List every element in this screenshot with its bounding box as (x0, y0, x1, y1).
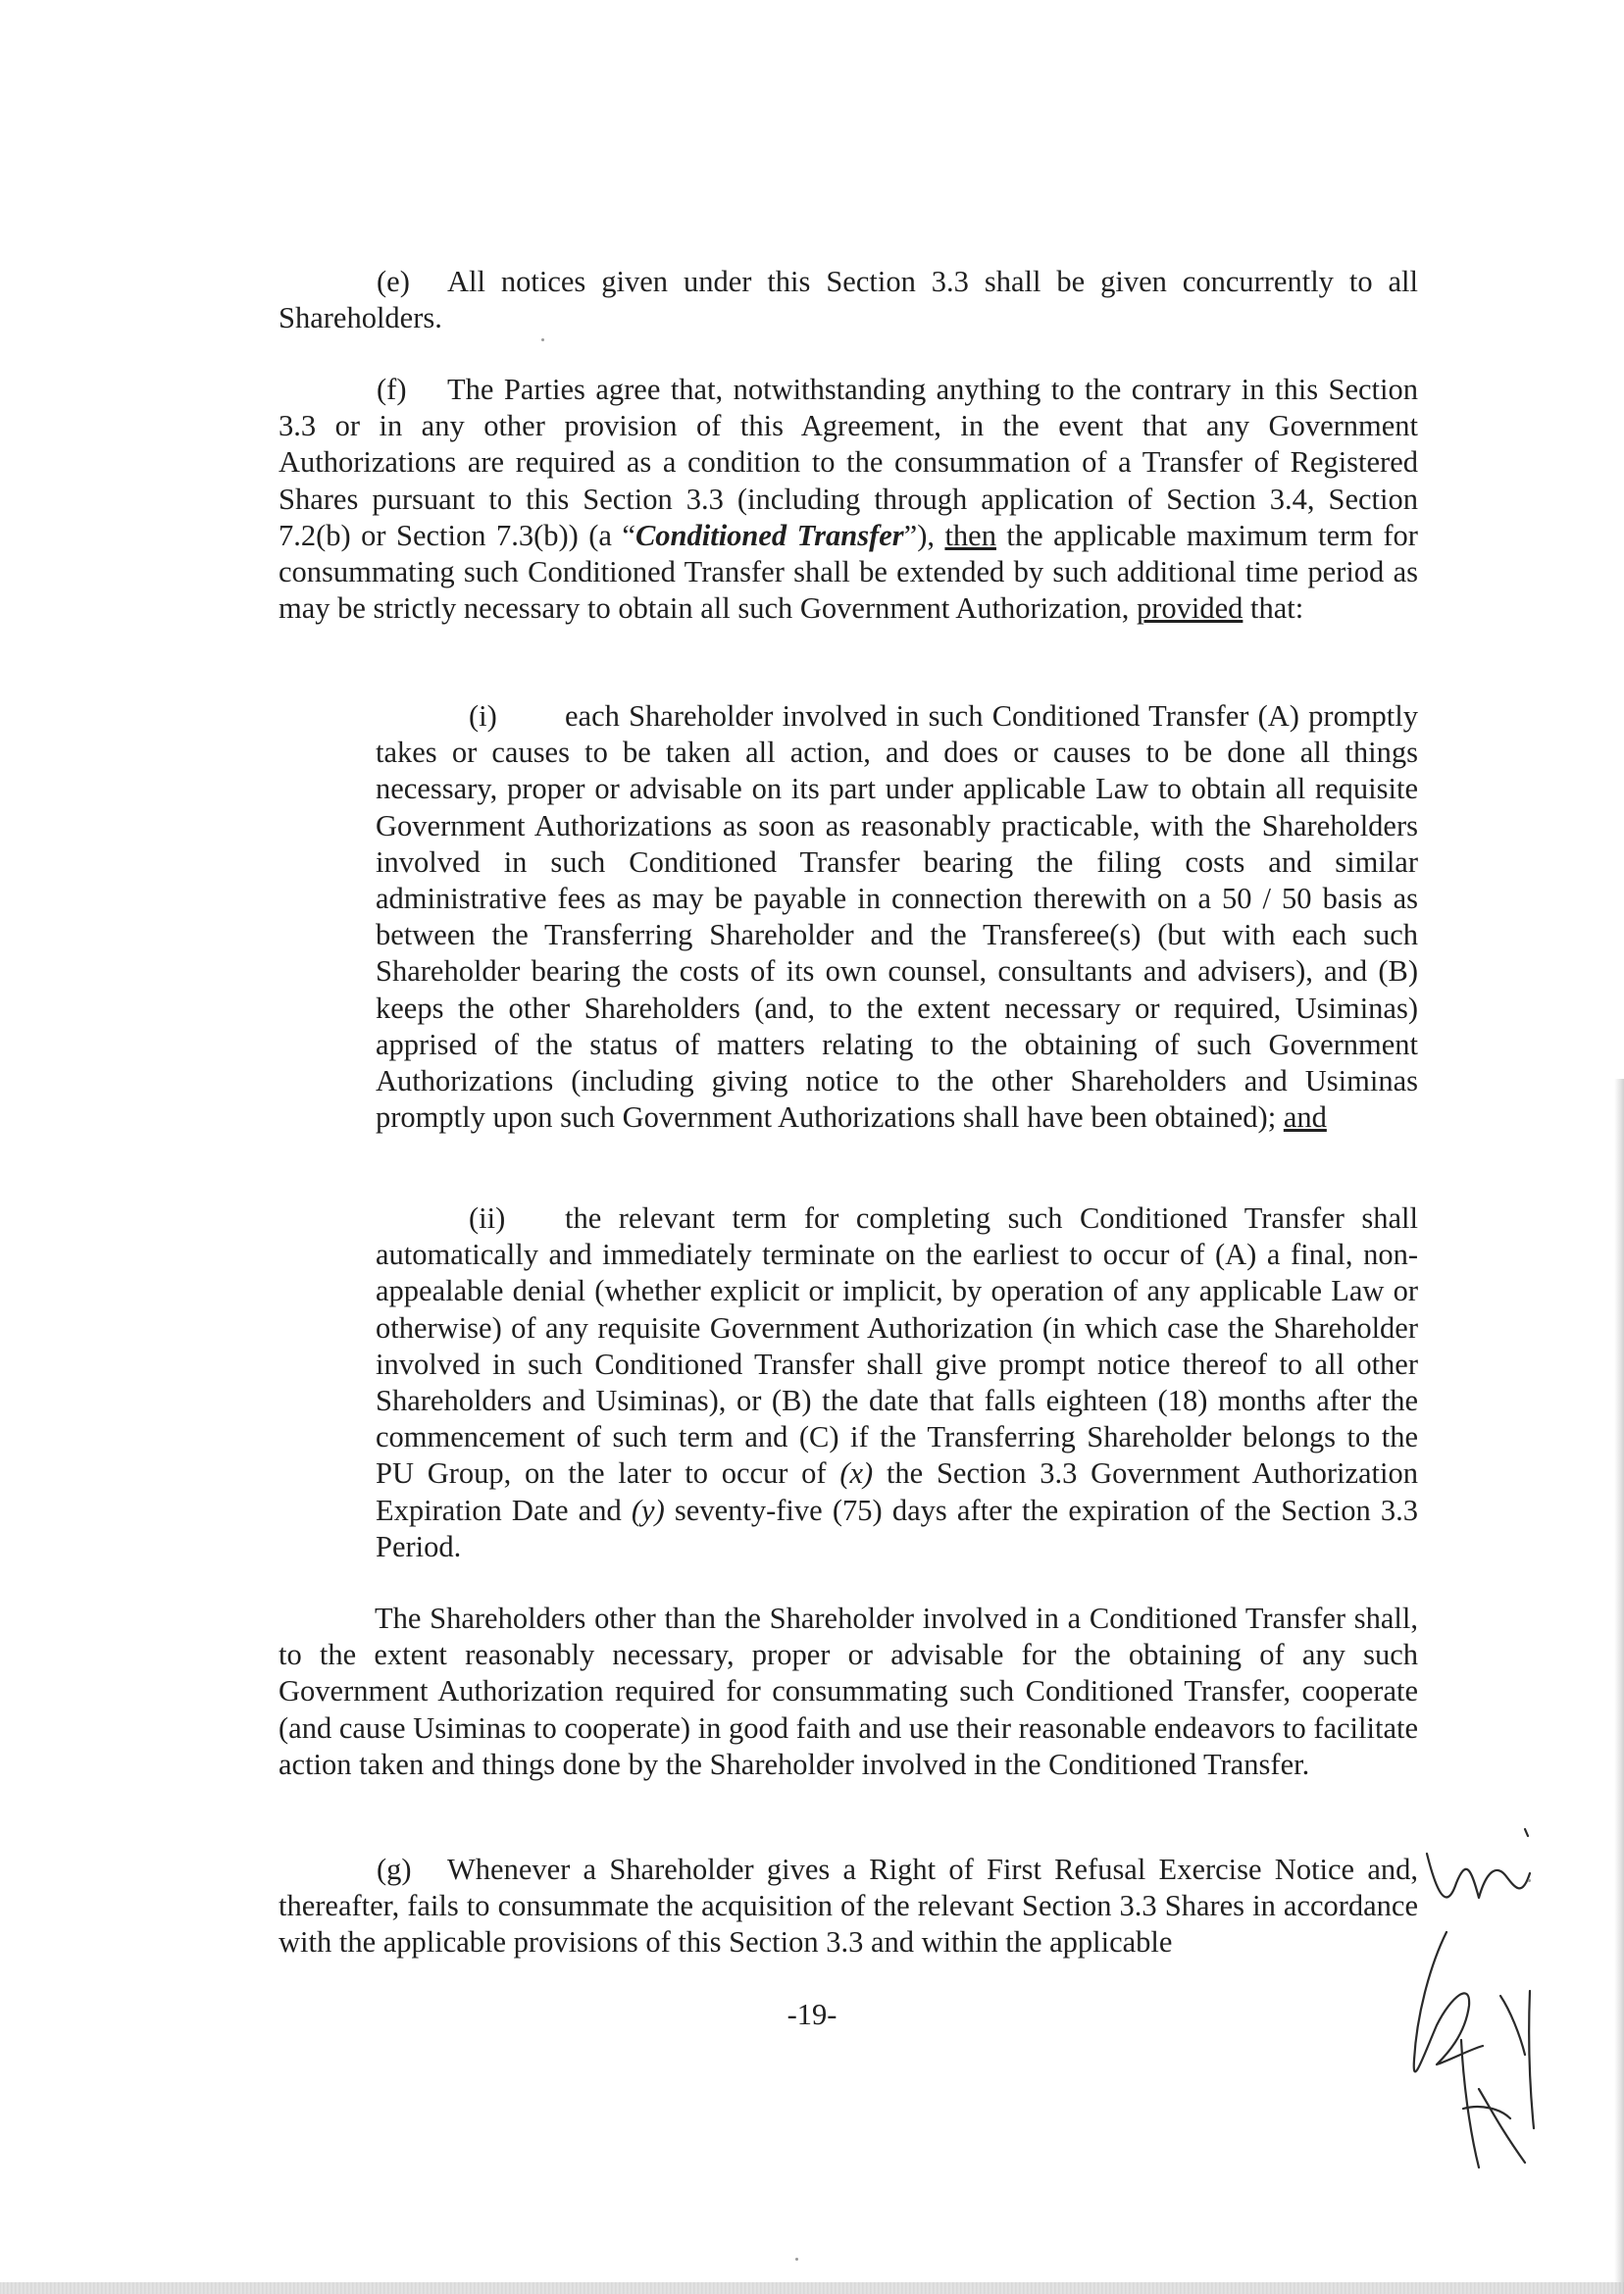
paragraph-f-text-4: that: (1243, 591, 1304, 626)
scan-speck (541, 338, 544, 341)
scan-speck (1528, 1879, 1531, 1882)
page-number: -19- (787, 1998, 837, 2031)
scan-edge-bottom (0, 2282, 1624, 2294)
paragraph-g-label: (g) (377, 1853, 412, 1886)
paragraph-f (279, 372, 1418, 627)
paragraph-g (279, 1852, 1418, 1962)
paragraph-f-text-1: The Parties agree that, notwithstanding anything to the contrary in this Section 3.3 or in any other provision of this Agreement, in the event that any Government Authorizations are required as a condition to the consummation of a Transfer of Registered Shares pursuant to this Section 3.3 (including through application of Section 3.4, Section 7.2(b) or Section 7.3(b)) (a “ (279, 373, 1418, 552)
paragraph-f-label: (f) (377, 373, 407, 406)
then-word: then (944, 518, 996, 552)
x-marker: (x) (839, 1456, 874, 1491)
defined-term-conditioned-transfer: Conditioned Transfer (634, 518, 904, 552)
paragraph-g-text: Whenever a Shareholder gives a Right of First Refusal Exercise Notice and, thereafter, fails to consummate the acquisition of the relevant Section 3.3 Shares in accordance with the applicable provisions of this Section 3.3 and within the applicable (279, 1853, 1418, 1960)
subparagraph-ii (376, 1200, 1418, 1565)
scan-edge-right (1614, 1079, 1624, 2294)
paragraph-cooperation-text: The Shareholders other than the Shareholder involved in a Conditioned Transfer shall, to the extent reasonably necessary, proper or advisable for the obtaining of any such Government Authorization required for consummating such Conditioned Transfer, cooperate (and cause Usiminas to cooperate) in good faith and use their reasonable endeavors to facilitate action taken and things done by the Shareholder involved in the Conditioned Transfer. (279, 1602, 1418, 1781)
paragraph-e (279, 264, 1418, 336)
paragraph-cooperation (279, 1601, 1418, 1783)
subparagraph-ii-text-3: seventy-five (75) days after the expiration of the Section 3.3 Period. (376, 1493, 1418, 1563)
subparagraph-ii-text-2: the Section 3.3 Government Authorization Expiration Date and (376, 1456, 1418, 1527)
paragraph-e-text: All notices given under this Section 3.3 shall be given concurrently to all Shareholders. (279, 265, 1418, 335)
subparagraph-i-label: (i) (469, 699, 497, 733)
subparagraph-ii-text-1: the relevant term for completing such Conditioned Transfer shall automatically and immediately terminate on the earliest to occur of (A) a final, non-appealable denial (whether explicit or implicit, by operation of any applicable Law or otherwise) of any requisite Government Authorization (in which case the Shareholder involved in such Conditioned Transfer shall give prompt notice thereof to all other Shareholders and Usiminas), or (B) the date that falls eighteen (18) months after the commencement of such term and (C) if the Transferring Shareholder belongs to the PU Group, on the later to occur of (376, 1201, 1418, 1491)
paragraph-f-text-3: the applicable maximum term for consummating such Conditioned Transfer shall be extended by such additional time period as may be strictly necessary to obtain all such Government Authorization, (279, 518, 1418, 626)
subparagraph-i-text: each Shareholder involved in such Conditioned Transfer (A) promptly takes or causes to be taken all action, and does or causes to be done all things necessary, proper or advisable on its part under applicable Law to obtain all requisite Government Authorizations as soon as reasonably practicable, with the Shareholders involved in such Conditioned Transfer bearing the filing costs and similar administrative fees as may be payable in connection therewith on a 50 / 50 basis as between the Transferring Shareholder and the Transferee(s) (but with each such Shareholder bearing the costs of its own counsel, consultants and advisers), and (B) keeps the other Shareholders (and, to the extent necessary or required, Usiminas) apprised of the status of matters relating to the obtaining of such Government Authorizations (including giving notice to the other Shareholders and Usiminas promptly upon such Government Authorizations shall have been obtained); (376, 699, 1418, 1135)
scan-speck (795, 2258, 798, 2261)
subparagraph-ii-label: (ii) (469, 1201, 506, 1235)
y-marker: (y) (631, 1493, 665, 1527)
paragraph-f-text-2: ”), (903, 518, 945, 552)
handwritten-initials (1353, 1814, 1579, 2177)
subparagraph-i (376, 698, 1418, 1136)
and-word: and (1283, 1100, 1327, 1135)
paragraph-e-label: (e) (377, 265, 410, 298)
provided-word: provided (1136, 591, 1243, 626)
